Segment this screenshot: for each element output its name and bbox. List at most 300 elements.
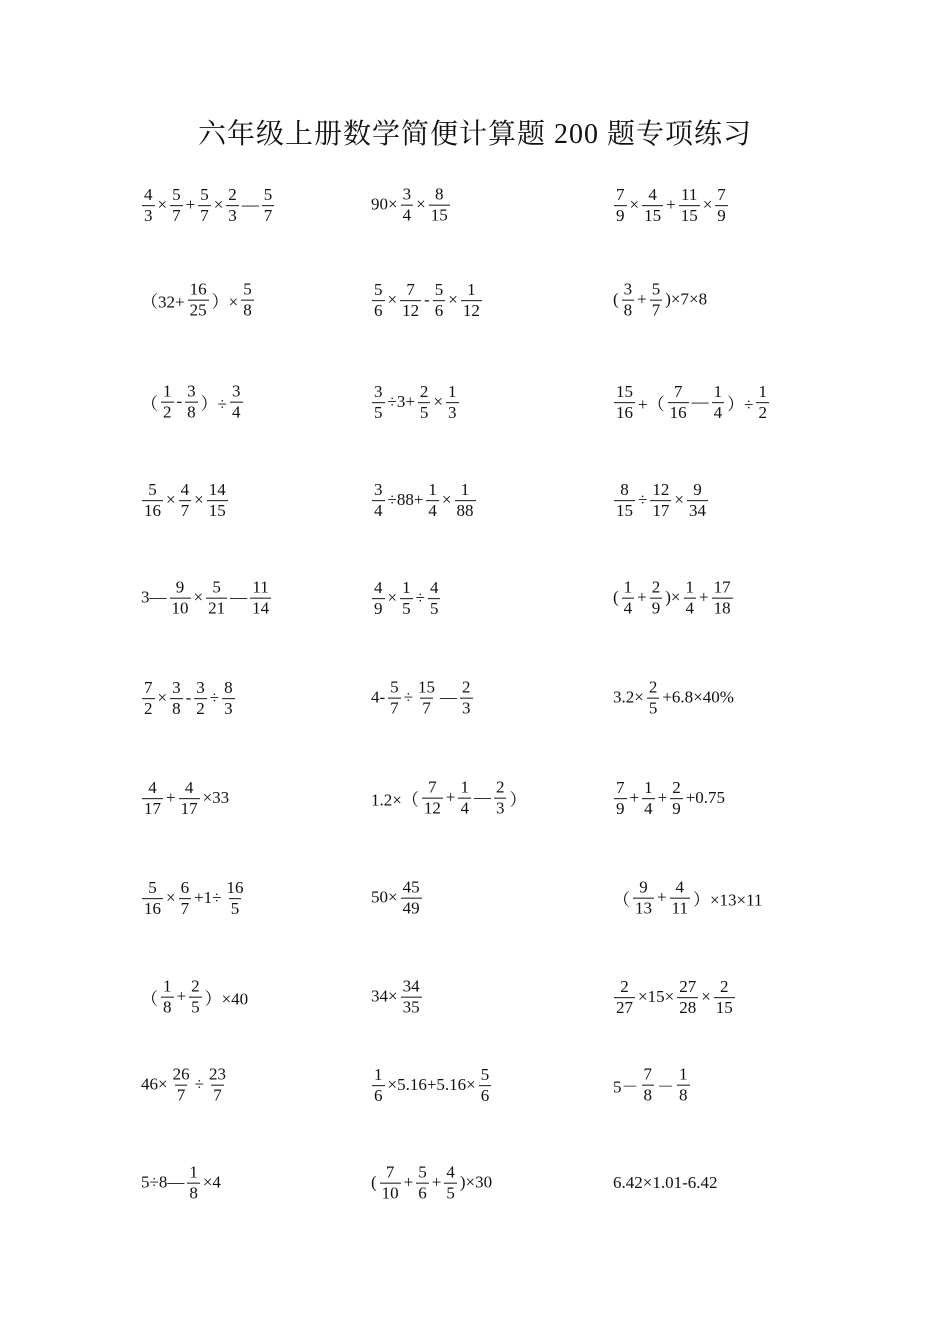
numerator: 1 [623, 577, 633, 597]
denominator: 7 [180, 899, 190, 918]
fraction [185, 383, 198, 422]
numerator: 1 [402, 578, 411, 598]
denominator: 2 [196, 699, 205, 718]
expression [370, 879, 424, 918]
fraction [647, 679, 660, 718]
numerator: 26 [172, 1064, 190, 1084]
math-problem [370, 280, 484, 320]
numerator: 2 [495, 777, 505, 797]
operator-text: ÷3+ [387, 392, 415, 412]
denominator: 15 [644, 206, 662, 225]
denominator: 7 [200, 206, 209, 225]
operator-text: ÷ [403, 688, 414, 707]
fraction [179, 779, 200, 818]
numerator: 9 [693, 480, 702, 500]
denominator: 10 [381, 1183, 399, 1203]
operator-text: × [387, 290, 398, 310]
numerator: 45 [402, 877, 420, 897]
fraction [446, 383, 459, 422]
fraction [241, 281, 254, 320]
fraction [179, 879, 192, 918]
math-problem [140, 281, 256, 320]
denominator: 18 [713, 598, 731, 618]
operator-text: × [702, 195, 713, 215]
numerator: 2 [648, 677, 658, 697]
operator-text: + [166, 788, 176, 808]
fraction [380, 1164, 401, 1203]
numerator: 5 [374, 280, 383, 300]
fraction [714, 978, 735, 1017]
expression [370, 383, 461, 422]
numerator: 2 [651, 577, 661, 597]
operator-text: + [629, 788, 640, 808]
denominator: 4 [713, 403, 723, 422]
numerator: 4 [148, 778, 157, 798]
math-problem [140, 480, 230, 520]
denominator: 12 [423, 798, 441, 818]
operator-text: )× [665, 588, 681, 607]
operator-text: + [185, 195, 196, 215]
expression [140, 679, 237, 718]
operator-text: — [691, 392, 709, 412]
fraction [756, 383, 769, 422]
expression [612, 1066, 692, 1105]
numerator: 11 [681, 185, 698, 205]
operator-text: 4- [371, 688, 386, 707]
denominator: 3 [228, 206, 237, 225]
denominator: 7 [390, 698, 399, 718]
math-problem [370, 480, 478, 520]
math-problem [370, 779, 527, 818]
expression [140, 579, 273, 618]
numerator: 5 [651, 279, 661, 299]
fraction [179, 481, 192, 520]
fraction [188, 281, 209, 320]
operator-text: + [637, 290, 647, 309]
operator-text: （ [141, 394, 158, 414]
operator-text: ÷ [415, 588, 425, 608]
numerator: 4 [675, 877, 685, 897]
operator-text: +6.8×40% [662, 688, 734, 707]
fraction [712, 383, 725, 422]
operator-text: 5－ [613, 1077, 639, 1097]
operator-text: 3— [141, 588, 167, 607]
denominator: 13 [635, 898, 652, 918]
operator-text: + [657, 788, 668, 808]
denominator: 6 [374, 1086, 383, 1105]
denominator: 8 [643, 1085, 652, 1105]
numerator: 2 [462, 677, 471, 697]
numerator: 4 [648, 185, 657, 205]
math-problem [370, 186, 452, 225]
denominator: 5 [191, 997, 200, 1017]
numerator: 17 [713, 577, 731, 597]
numerator: 7 [616, 185, 625, 205]
operator-text: × [213, 195, 224, 215]
expression [612, 779, 726, 818]
math-problem [612, 977, 737, 1017]
denominator: 2 [144, 699, 153, 718]
numerator: 16 [189, 279, 207, 299]
operator-text: ×15× [638, 987, 675, 1007]
math-problem [370, 1065, 493, 1105]
denominator: 7 [263, 206, 273, 225]
denominator: 15 [715, 998, 733, 1017]
numerator: 15 [418, 677, 436, 697]
numerator: 3 [196, 678, 205, 698]
denominator: 17 [180, 799, 198, 818]
operator-text: + [176, 987, 187, 1006]
operator-text: — [440, 688, 458, 707]
numerator: 2 [419, 382, 429, 402]
numerator: 5 [434, 280, 444, 300]
denominator: 49 [402, 898, 420, 918]
operator-text: )×30 [459, 1173, 493, 1192]
math-problem [612, 185, 730, 225]
numerator: 1 [163, 976, 172, 996]
numerator: 3 [232, 381, 241, 401]
operator-text: ）×40 [204, 989, 249, 1009]
fraction [642, 1066, 655, 1105]
operator-text: ( [613, 588, 619, 607]
operator-text: （32+ [141, 292, 185, 312]
numerator: 1 [679, 1064, 688, 1084]
operator-text: +0.75 [685, 788, 726, 808]
fraction [670, 779, 683, 818]
denominator: 16 [616, 403, 633, 422]
expression [612, 879, 764, 918]
fraction [677, 1066, 690, 1105]
math-problem [370, 1164, 493, 1203]
fraction [170, 186, 183, 225]
denominator: 12 [462, 301, 480, 320]
operator-text: × [387, 588, 398, 608]
denominator: 3 [448, 403, 457, 422]
numerator: 5 [418, 1162, 427, 1182]
fraction [222, 679, 235, 718]
expression [140, 481, 230, 520]
fraction [479, 1066, 492, 1105]
fraction [401, 186, 414, 225]
fraction [142, 679, 155, 718]
operator-text: ×5.16+5.16× [387, 1075, 476, 1095]
expression [370, 186, 452, 225]
denominator: 6 [434, 301, 444, 320]
numerator: 1 [685, 577, 695, 597]
numerator: 34 [402, 976, 420, 996]
denominator: 4 [374, 501, 383, 520]
numerator: 7 [673, 382, 683, 402]
fraction [142, 186, 155, 225]
operator-text: ÷ [209, 688, 220, 708]
denominator: 7 [172, 206, 181, 225]
expression [370, 978, 424, 1017]
operator-text: （ [141, 989, 158, 1009]
denominator: 16 [669, 403, 687, 422]
denominator: 8 [172, 699, 181, 718]
denominator: 2 [163, 402, 172, 422]
operator-text: 3.2× [613, 688, 644, 707]
operator-text: × [193, 588, 204, 607]
denominator: 8 [187, 402, 196, 422]
math-problem [140, 1066, 230, 1105]
numerator: 5 [243, 279, 252, 299]
denominator: 4 [644, 799, 653, 818]
math-problem [370, 679, 475, 718]
fraction [372, 1066, 385, 1105]
math-problem [140, 383, 245, 422]
operator-text: - [185, 688, 192, 708]
numerator: 1 [189, 1162, 198, 1182]
math-problem [140, 878, 248, 918]
operator-text: + [431, 1173, 442, 1192]
operator-text: × [166, 490, 176, 510]
denominator: 15 [680, 206, 698, 225]
denominator: 4 [402, 205, 412, 225]
operator-text: × [448, 290, 458, 310]
math-problem [140, 778, 230, 818]
expression [612, 978, 737, 1017]
fraction [422, 779, 443, 818]
numerator: 5 [212, 577, 221, 597]
operator-text: × [701, 987, 711, 1007]
denominator: 16 [144, 501, 161, 520]
operator-text: ÷ [194, 1075, 204, 1094]
denominator: 8 [163, 997, 172, 1017]
operator-text: +1÷ [194, 888, 222, 908]
operator-text: — [473, 788, 491, 807]
denominator: 10 [171, 598, 189, 618]
fraction [444, 1164, 457, 1203]
fraction [388, 679, 401, 718]
math-problem [612, 281, 708, 320]
denominator: 5 [402, 599, 411, 618]
operator-text: × [166, 888, 176, 908]
denominator: 16 [144, 899, 161, 918]
fraction [428, 579, 441, 618]
denominator: 17 [144, 799, 161, 818]
numerator: 6 [180, 878, 190, 898]
expression [612, 281, 708, 320]
math-problem [612, 778, 726, 818]
expression [370, 579, 442, 618]
expression [612, 383, 771, 422]
fraction [250, 579, 271, 618]
numerator: 1 [460, 480, 470, 500]
denominator: 9 [616, 799, 625, 818]
fraction [614, 978, 635, 1017]
expression [140, 1164, 222, 1203]
numerator: 5 [390, 677, 399, 697]
fraction [668, 383, 689, 422]
fraction [207, 481, 228, 520]
expression [370, 679, 475, 718]
numerator: 1 [428, 480, 437, 500]
numerator: 2 [228, 185, 237, 205]
fraction [455, 481, 476, 520]
denominator: 9 [672, 799, 681, 818]
operator-text: + [445, 788, 456, 807]
operator-text: ÷88+ [387, 490, 424, 510]
numerator: 2 [720, 977, 729, 997]
denominator: 27 [616, 998, 633, 1017]
operator-text: 6.42×1.01-6.42 [613, 1173, 718, 1192]
expression [140, 1066, 230, 1105]
numerator: 7 [717, 185, 726, 205]
numerator: 15 [616, 382, 633, 402]
operator-text: + [403, 1173, 414, 1192]
numerator: 5 [148, 480, 157, 500]
operator-text: ）÷ [200, 394, 228, 414]
math-problem [370, 879, 424, 918]
fraction [416, 1164, 429, 1203]
denominator: 9 [651, 598, 661, 618]
operator-text: × [441, 490, 452, 510]
denominator: 6 [480, 1086, 490, 1105]
operator-text: + [637, 588, 647, 607]
fraction [458, 779, 471, 818]
fraction [189, 978, 202, 1017]
operator-text: 34× [371, 987, 398, 1006]
fraction [372, 579, 385, 618]
numerator: 14 [208, 480, 226, 500]
fraction [677, 978, 698, 1017]
denominator: 8 [243, 300, 252, 320]
denominator: 15 [616, 501, 633, 520]
fraction [171, 1066, 192, 1105]
denominator: 8 [189, 1183, 198, 1203]
denominator: 5 [446, 1183, 455, 1203]
operator-text: ( [371, 1173, 377, 1192]
operator-text: — [230, 588, 248, 607]
fraction [622, 281, 635, 320]
operator-text: × [674, 490, 684, 510]
numerator: 7 [385, 1162, 395, 1182]
denominator: 9 [616, 206, 625, 225]
fraction [142, 879, 163, 918]
numerator: 4 [446, 1162, 455, 1182]
fraction [416, 679, 437, 718]
numerator: 7 [428, 777, 437, 797]
expression [140, 186, 276, 225]
fraction [614, 481, 635, 520]
denominator: 7 [176, 1085, 186, 1105]
expression [370, 281, 484, 320]
numerator: 4 [429, 578, 439, 598]
expression [370, 1066, 493, 1105]
operator-text: ） [509, 790, 527, 810]
denominator: 4 [232, 402, 241, 422]
numerator: 3 [374, 382, 383, 402]
denominator: 8 [623, 300, 633, 320]
math-problem [612, 480, 710, 520]
numerator: 4 [374, 578, 383, 598]
math-problem [140, 185, 276, 225]
operator-text: 50× [371, 888, 398, 907]
operator-text: × [629, 195, 640, 215]
fraction [194, 679, 207, 718]
expression [140, 779, 230, 818]
operator-text: ×33 [202, 788, 230, 808]
expression [140, 879, 248, 918]
expression [612, 1173, 719, 1193]
denominator: 12 [402, 301, 420, 320]
numerator: 5 [148, 878, 157, 898]
numerator: 23 [208, 1064, 226, 1084]
operator-text: × [157, 688, 168, 708]
numerator: 4 [180, 480, 190, 500]
operator-text: 46× [141, 1075, 168, 1094]
numerator: 2 [620, 977, 629, 997]
fraction [650, 481, 671, 520]
operator-text: + [657, 888, 667, 907]
numerator: 1 [374, 1065, 383, 1085]
math-problem [140, 579, 273, 618]
operator-text: — [241, 195, 259, 215]
numerator: 11 [252, 577, 269, 597]
numerator: 1 [448, 382, 457, 402]
operator-text: ÷ [638, 490, 648, 510]
math-problem [140, 978, 249, 1017]
numerator: 5 [172, 185, 181, 205]
fraction [679, 186, 700, 225]
denominator: 25 [189, 300, 207, 320]
fraction [262, 186, 275, 225]
denominator: 28 [679, 998, 697, 1017]
numerator: 8 [434, 184, 444, 204]
denominator: 5 [230, 899, 240, 918]
expression [140, 281, 256, 320]
fraction [684, 579, 697, 618]
fraction [614, 186, 627, 225]
denominator: 5 [429, 599, 439, 618]
math-problem [612, 382, 771, 422]
numerator: 3 [187, 381, 196, 401]
denominator: 6 [374, 301, 383, 320]
numerator: 9 [639, 877, 648, 897]
operator-text: × [157, 195, 168, 215]
fraction [622, 579, 635, 618]
numerator: 12 [652, 480, 670, 500]
denominator: 4 [428, 501, 437, 520]
denominator: 9 [717, 206, 726, 225]
fraction [642, 186, 663, 225]
fraction [170, 679, 183, 718]
expression [612, 679, 735, 718]
denominator: 8 [679, 1085, 688, 1105]
denominator: 4 [685, 598, 695, 618]
denominator: 7 [213, 1085, 222, 1105]
math-problem [140, 678, 237, 718]
fraction [161, 978, 174, 1017]
numerator: 4 [184, 778, 194, 798]
math-problem [370, 578, 442, 618]
fraction [198, 186, 211, 225]
fraction [494, 779, 507, 818]
fraction [670, 879, 690, 918]
fraction [161, 383, 174, 422]
operator-text: × [433, 392, 444, 412]
operator-text: 90× [371, 195, 398, 214]
denominator: 21 [208, 598, 226, 618]
fraction [650, 579, 663, 618]
fraction [650, 281, 663, 320]
fraction [687, 481, 708, 520]
fraction [207, 1066, 228, 1105]
numerator: 27 [679, 977, 697, 997]
numerator: 3 [402, 184, 412, 204]
fraction [170, 579, 191, 618]
